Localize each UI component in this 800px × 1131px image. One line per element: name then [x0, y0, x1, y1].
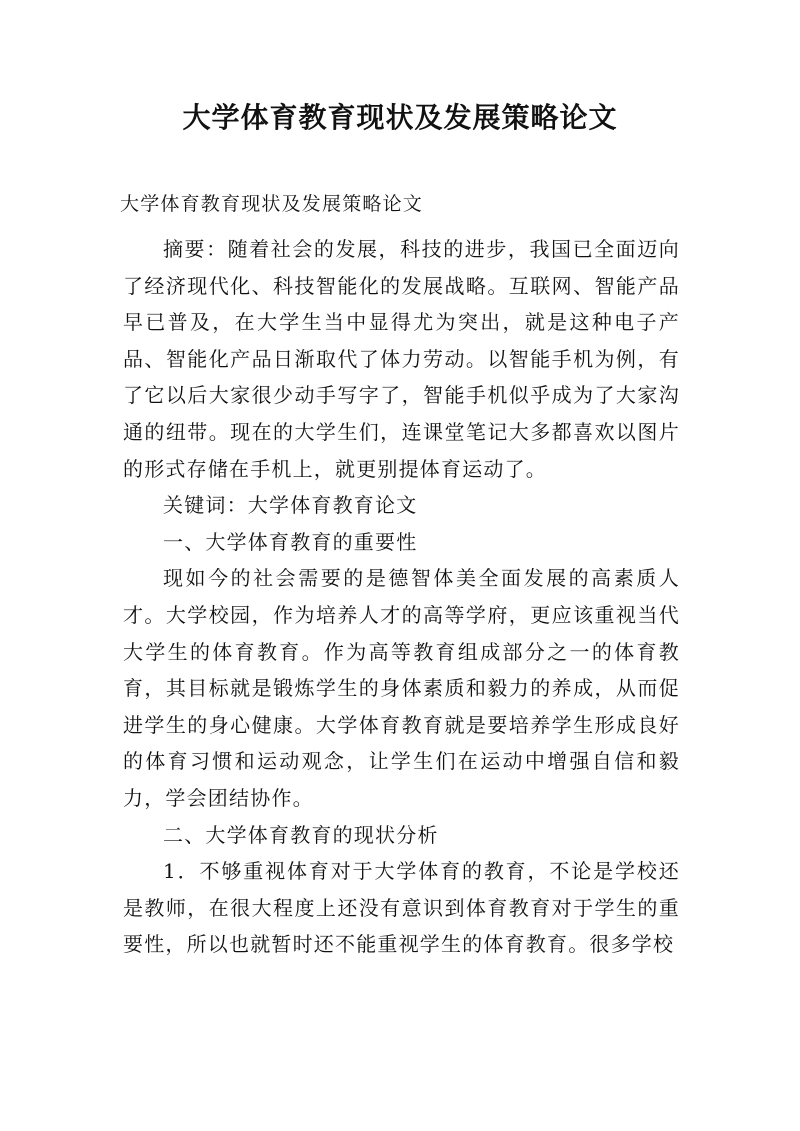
body-paragraph: 现如今的社会需要的是德智体美全面发展的高素质人才。大学校园，作为培养人才的高等学府，更应该重视当代大学生的体育教育。作为高等教育组成部分之一的体育教育，其目标就是锻炼学生的身体素质和毅力的养成，从而促进学生的身心健康。大学体育教育就是要培养学生形成良好的体育习惯和运动观念，让学生们在运动中增强自信和毅力，学会团结协作。	[123, 566, 680, 810]
body-paragraph: 1．不够重视体育对于大学体育的教育，不论是学校还是教师，在很大程度上还没有意识到体育教育对于学生的重要性，所以也就暂时还不能重视学生的体育教育。很多学校	[123, 859, 680, 957]
section-heading-1: 一、大学体育教育的重要性	[163, 529, 418, 554]
section-heading-2: 二、大学体育教育的现状分析	[163, 822, 439, 847]
keywords-line: 关键词：大学体育教育论文	[163, 493, 418, 518]
document-title: 大学体育教育现状及发展策略论文	[182, 101, 618, 134]
document-subtitle: 大学体育教育现状及发展策略论文	[120, 193, 424, 215]
document-body	[123, 231, 680, 963]
abstract-paragraph: 摘要：随着社会的发展，科技的进步，我国已全面迈向了经济现代化、科技智能化的发展战略。互联网、智能产品早已普及，在大学生当中显得尤为突出，就是这种电子产品、智能化产品日渐取代了体力劳动。以智能手机为例，有了它以后大家很少动手写字了，智能手机似乎成为了大家沟通的纽带。现在的大学生们，连课堂笔记大多都喜欢以图片的形式存储在手机上，就更别提体育运动了。	[123, 237, 680, 481]
